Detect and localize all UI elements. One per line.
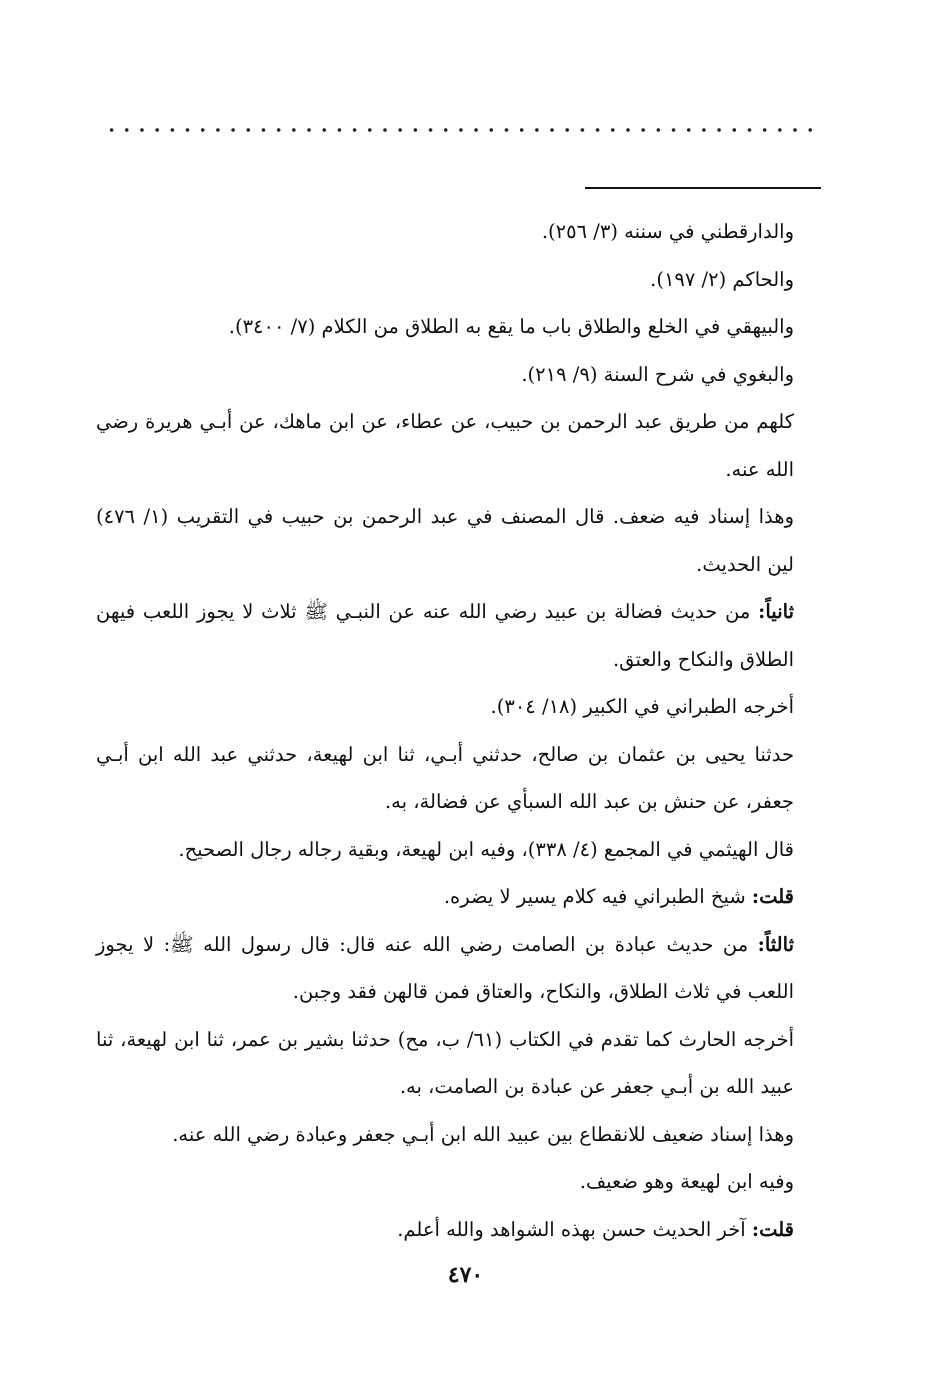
paragraph: قال الهيثمي في المجمع (٤/ ٣٣٨)، وفيه ابن لهيعة، وبقية رجاله رجال الصحيح. [178,837,794,861]
note-paragraph [96,1206,822,1254]
third-hadith-paragraph [96,921,822,1016]
paragraph: أخرجه الطبراني في الكبير (١٨/ ٣٠٤). [490,695,794,718]
dotted-separator [104,128,820,132]
paragraph: وهذا إسناد ضعيف للانقطاع بين عبيد الله ابن أبـي جعفر وعبادة رضي الله عنه. [172,1122,794,1146]
paragraph: والحاكم (٢/ ١٩٧). [650,267,794,291]
third-label: ثالثاً: [757,932,794,956]
paragraph: أخرجه الحارث كما تقدم في الكتاب (٦١/ ب، مح) حدثنا بشير بن عمر، ثنا ابن لهيعة، ثنا عبيد الله بن أبـي جعفر عن عبادة بن الصامت، به. [96,1027,794,1098]
note-text: آخر الحديث حسن بهذه الشواهد والله أعلم. [397,1217,752,1241]
page-number: ٤٧٠ [447,1262,484,1288]
paragraph: والدارقطني في سننه (٣/ ٢٥٦). [541,220,794,243]
paragraph: والبغوي في شرح السنة (٩/ ٢١٩). [521,362,794,386]
second-hadith-paragraph [96,588,822,683]
note-label: قلت: [751,885,794,908]
paragraph: كلهم من طريق عبد الرحمن بن حبيب، عن عطاء، عن ابن ماهك، عن أبـي هريرة رضي الله عنه. [96,410,794,481]
note-text: شيخ الطبراني فيه كلام يسير لا يضره. [443,885,752,908]
paragraph: وهذا إسناد فيه ضعف. قال المصنف في عبد الرحمن بن حبيب في التقريب (١/ ٤٧٦) لين الحديث. [96,505,794,576]
paragraph: حدثنا يحيى بن عثمان بن صالح، حدثني أبـي، ثنا ابن لهيعة، حدثني عبد الله ابن أبـي جعفر، عن حنش بن عبد الله السبأي عن فضالة، به. [96,742,794,813]
paragraph: وفيه ابن لهيعة وهو ضعيف. [579,1170,794,1193]
second-label: ثانياً: [758,600,794,623]
paragraph: والبيهقي في الخلع والطلاق باب ما يقع به الطلاق من الكلام (٧/ ٣٤٠٠). [228,315,794,338]
page-body [96,208,822,1253]
note-label: قلت: [751,1217,794,1241]
second-text: من حديث فضالة بن عبيد رضي الله عنه عن النبـي ﷺ ثلاث لا يجوز اللعب فيهن الطلاق والنكاح والعتق. [96,600,794,671]
third-text: من حديث عبادة بن الصامت رضي الله عنه قال: قال رسول الله ﷺ: لا يجوز اللعب في ثلاث الطلاق، والنكاح، والعتاق فمن قالهن فقد وجبن. [96,932,794,1003]
footnote-rule [585,187,821,189]
note-paragraph [96,873,822,921]
